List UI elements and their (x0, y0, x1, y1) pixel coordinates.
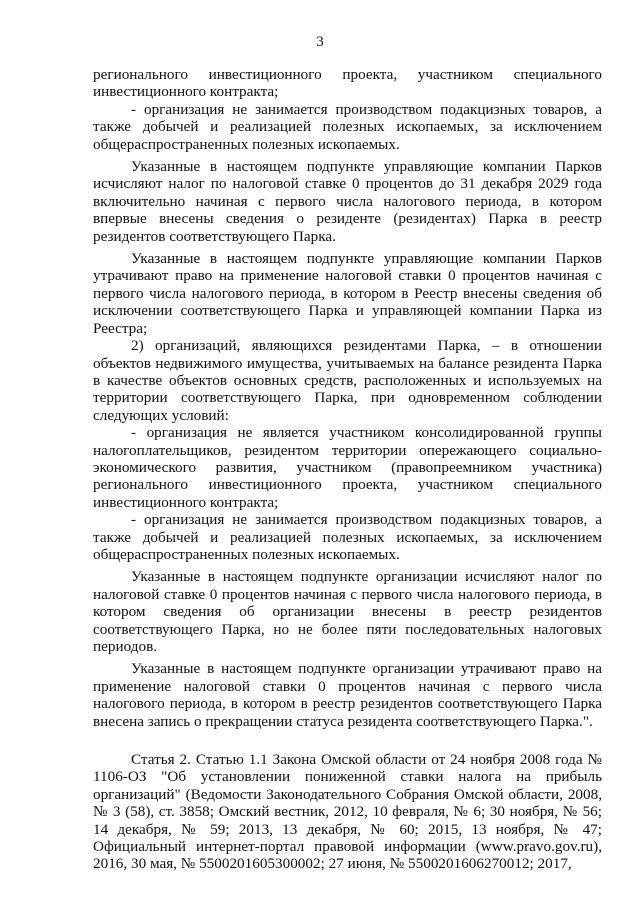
paragraph-article-2: Статья 2. Статью 1.1 Закона Омской области от 24 ноября 2008 года № 1106-ОЗ "Об установлении пониженной ставки налога на прибыль организаций" (Ведомости Законодательного Собрания Омской области, 2008, № 3 (58), ст. 3858; Омский вестник, 2012, 10 февраля, № 6; 30 ноября, № 56; 14 декабря, № 59; 2013, 13 декабря, № 60; 2015, 13 ноября, № 47; Официальный интернет-портал правовой информации (www.pravo.gov.ru), 2016, 30 мая, № 5500201605300002; 27 июня, № 5500201606270012; 2017, (93, 751, 602, 873)
document-body (93, 66, 602, 873)
paragraph-management-loss: Указанные в настоящем подпункте управляющие компании Парков утрачивают право на применение налоговой ставки 0 процентов начиная с первого числа налогового периода, в котором в Реестр внесены сведения об исключении соответствующего Парка и управляющей компании Парка из Реестра; (93, 250, 602, 337)
paragraph-continuation: регионального инвестиционного проекта, участником специального инвестиционного контракта; (93, 66, 602, 101)
paragraph-item-2: 2) организаций, являющихся резидентами Парка, – в отношении объектов недвижимого имущества, учитываемых на балансе резидента Парка в качестве объектов основных средств, расположенных и используемых на территории соответствующего Парка, при одновременном соблюдении следующих условий: (93, 337, 602, 424)
paragraph-condition-excise: - организация не занимается производством подакцизных товаров, а также добычей и реализацией полезных ископаемых, за исключением общераспространенных полезных ископаемых. (93, 100, 602, 153)
paragraph-condition-consolidated: - организация не является участником консолидированной группы налогоплательщиков, резидентом территории опережающего социально-экономического развития, участником (правопреемником участника) регионального инвестиционного проекта, участником специального инвестиционного контракта; (93, 424, 602, 511)
paragraph-residents-loss: Указанные в настоящем подпункте организации утрачивают право на применение налоговой ставки 0 процентов начиная с первого числа налогового периода, в котором в реестр резидентов соответствующего Парка внесена запись о прекращении статуса резидента соответствующего Парка.". (93, 660, 602, 730)
paragraph-residents-rate: Указанные в настоящем подпункте организации исчисляют налог по налоговой ставке 0 процентов начиная с первого числа налогового периода, в котором сведения об организации внесены в реестр резидентов соответствующего Парка, но не более пяти последовательных налоговых периодов. (93, 568, 602, 655)
paragraph-management-rate: Указанные в настоящем подпункте управляющие компании Парков исчисляют налог по налоговой ставке 0 процентов до 31 декабря 2029 года включительно начиная с первого числа налогового периода, в котором впервые внесены сведения о резиденте (резидентах) Парка в реестр резидентов соответствующего Парка. (93, 158, 602, 245)
paragraph-condition-excise-2: - организация не занимается производством подакцизных товаров, а также добычей и реализацией полезных ископаемых, за исключением общераспространенных полезных ископаемых. (93, 511, 602, 563)
page-number: 3 (316, 34, 324, 50)
